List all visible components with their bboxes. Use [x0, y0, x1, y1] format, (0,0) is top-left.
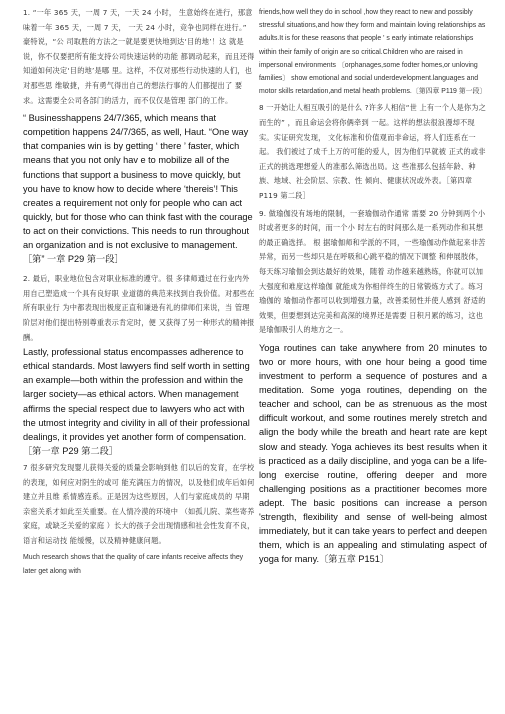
paragraph-3-chinese: 7 很多研究发现婴儿获得关爱的质量会影响到他 们以后的发育，在学校的表现，如何应对阴生的或可 能充满压力的情况，以及他们成年后如何建立并且维 系情感连系。正是因为这些原因，人们与家庭成员的 早期亲密关系才如此至关重要。在人情冷漠的环境中 （如孤儿院、菜些寄养家庭，或缺乏关爱的家庭 ）长大的孩子会出现情感和社会性发育不良，语言和运动技 能缓慢，以及精神健康问题。 [23, 462, 255, 545]
paragraph-5-chinese: 9. 做瑜伽没有场地的限制，一套瑜伽动作通常 需要 20 分钟到两个小时或者更多的时间，而一个小 时左右的时间那么是一系列动作和其想的最正确选择。 根 据瑜伽师和学派的不同，一些瑜伽动作做起来非苦异常，而另一些却只是在呼吸和心跳平稳的情况下调整 和伸展肢体，每天练习瑜伽会到达最好的效果，随着 动作越来越熟练，你就可以加大强度和难度这样瑜伽 就能成为你相伴终生的日常锻炼方式了。练习瑜伽的 瑜伽动作都可以收到增强力量，改善柔韧性并使人感到 舒适的效果，但要想到达完美和高深的境界还是需要 日积月累的练习，这也是瑜伽吸引人的地方之一。 [259, 208, 486, 335]
paragraph-1-english: “ Businesshappens 24/7/365, which means that competition happens 24/7/365, as well, Haut. “One way that companies win is by getting ‘ there ’ faster, which means that you not only hav e to mobilize all of the functions that support a business to move quickly, but you have to know how to decide where ‘thereis’! This creates a requirement not only for people who can act quickly, but for those who can think fast with the courage to act on their convictions. This needs to run throughout an organization and is not exclusive to management. ［第” 一章 P29 第一段］ [23, 113, 253, 265]
right-column [259, 6, 487, 566]
paragraph-1-chinese: 1. “一年 365 天，一周 7 天，一天 24 小时， 生意始终在进行，那意味着一年 365 天，一周 7 天， 一天 24 小时，竞争也同样在进行。” 豪特说，“公 司取胜的方法之一就是要更快地到达‘目的地’！这 就是说，你不仅要把所有能支持公司快速运转的功能 都调动起来，而且还得知道如何决定‘目的地’是哪 里。这样，不仅对那些行动快速的人们，也对那些思 维敏捷，并有勇气得出自己的想法行事的人们都提出了 要求。这需要全公司各部门的活力，而不仅仅是管理 部门的工作。 [23, 8, 255, 105]
paragraph-5-english: Yoga routines can take anywhere from 20 minutes to two or more hours, with one hour being a good time investment to perform a sequence of postures and a meditation. Some yoga routines, depending on the teacher and school, can be as strenuous as the most difficult workout, and some routines merely stretch and align the body while the breath and heart rate are kept slow and steady. Yoga achieves its best results when it is practiced as a daily discipline, and yoga can be a life-long exercise routine, offering deeper and more challenging positions as a practitioner becomes more adept. The basic positions can increase a person 'strength, flexibility and sense of well-being almost immediately, but it can take years to perfect and deepen them, which is an appealing and stimulating aspect of yoga for many.〔第五章 P151〕 [259, 342, 487, 565]
paragraph-4-chinese: 8 一开始让人相互吸引的是什么 ?许多人相信“世 上有一个人是你为之而生的” ，而且命运会将你俩牵到 一起。这样的想法很浪漫却不现实。实证研究发现， 文化标准和价值观而非命运，将人们连系在一起。 我们被过了成千上万的可能的爱人，因为他们早就被 正式的或非正式的挑选理想爱人的准那么筛选出局。这 些准那么包括年龄、种族、地域、社会阶层、宗教、性 倾向、健康状况或外表。［第四章 P119 第二段］ [259, 103, 487, 200]
paragraph-2-chinese: 2. 最后，职业地位包含对职业标准的遵守。很 多律师通过在行业内外用自己塑造成一个具有良好职 业道德的典范来找到自我价值。对那些在所有职业行 为中都表现出极度正直和谦逊有礼的律师们来说，当 管理阶层对他们提出特别尊重表示肯定时，便 又获得了另一种形式的精神报酬。 [23, 274, 255, 342]
paragraph-2-english: Lastly, professional status encompasses adherence to ethical standards. Most lawyers find self worth in setting an example—both within the profession and within the larger society—as ethical actors. When management affirms the special respect due to lawyers who act with the utmost integrity and civility in all of their professional dealings, it provides yet another form of compensation.［第一章 P29 第二段］ [23, 347, 250, 456]
paragraph-3-english-continued: friends,how well they do in school ,how they react to new and possibly stressful situations,and how they form and maintain loving relationships as adults.It is for these reasons that people ' s early intimate relationships within their family of origin are so critical.Children who are raised in impersonal environments 〔orphanages,some fodter homes,or unloving families〕 show emotional and social underdevelopment.languages and motor skills retardation,and metal heath problems.〔第四章 P119 第一段〕 [259, 9, 487, 96]
paragraph-3-english-start: Much research shows that the quality of care infants receive affects they later get along with [23, 554, 244, 575]
left-column [23, 6, 255, 578]
